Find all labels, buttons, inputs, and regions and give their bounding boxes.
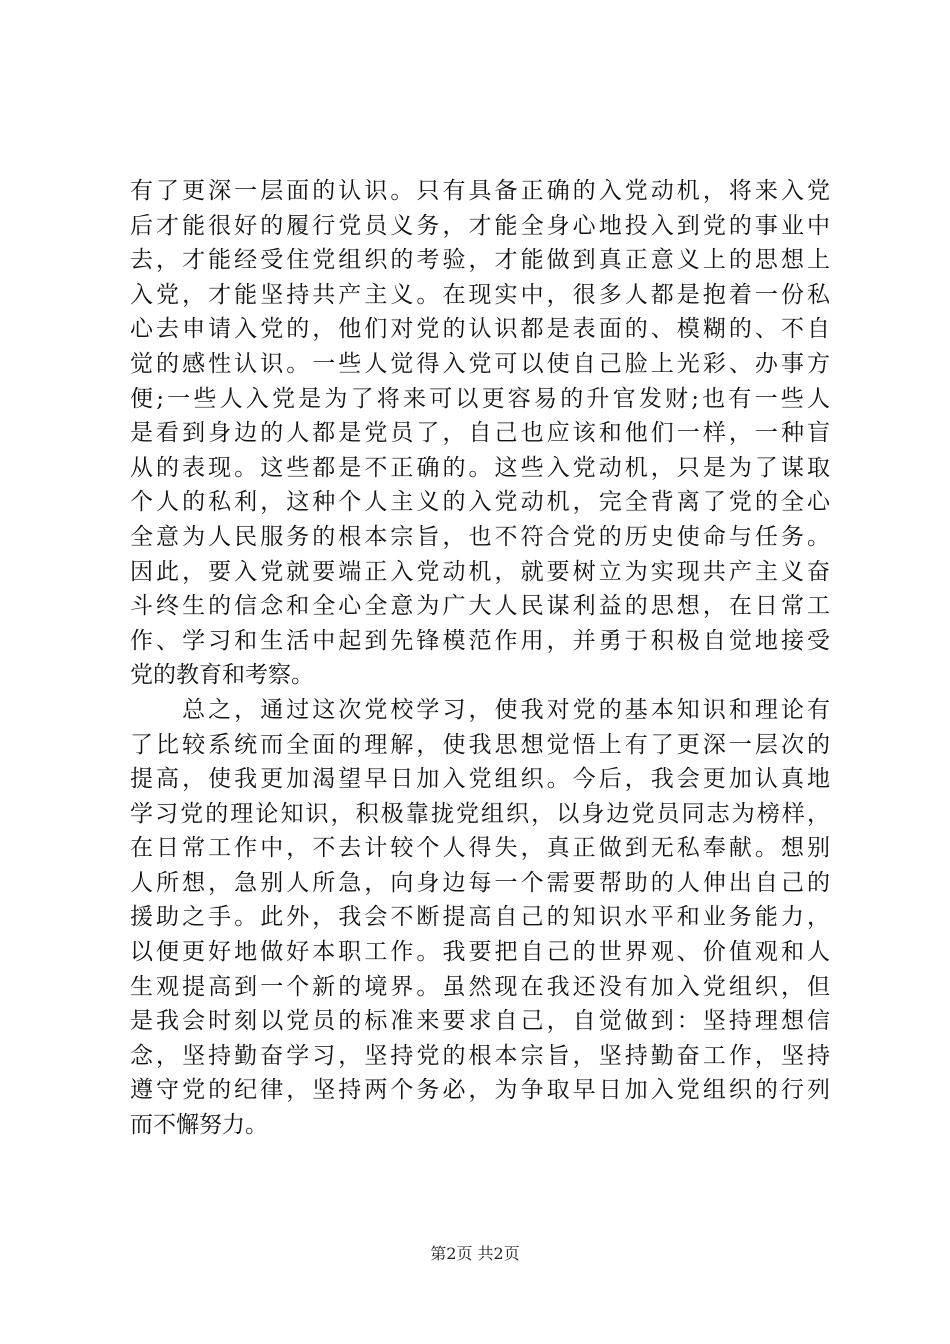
text-line: 人所想，急别人所急，向身边每一个需要帮助的人伸出自己的 [130, 869, 830, 896]
text-line: 学习党的理论知识，积极靠拢党组织，以身边党员同志为榜样， [130, 800, 830, 827]
text-line: 便;一些人入党是为了将来可以更容易的升官发财;也有一些人 [130, 385, 830, 412]
text-line: 念，坚持勤奋学习，坚持党的根本宗旨，坚持勤奋工作，坚持 [130, 1042, 830, 1069]
page-number-label: 第2页 共2页 [430, 1244, 520, 1263]
text-line: 作、学习和生活中起到先锋模范作用，并勇于积极自觉地接受 [130, 627, 830, 654]
text-line: 了比较系统而全面的理解，使我思想觉悟上有了更深一层次的 [130, 731, 830, 758]
page-footer [0, 1244, 950, 1264]
text-line: 以便更好地做好本职工作。我要把自己的世界观、价值观和人 [130, 939, 830, 966]
paragraph-end-line: 党的教育和考察。 [130, 662, 314, 689]
text-line: 因此，要入党就要端正入党动机，就要树立为实现共产主义奋 [130, 558, 830, 585]
text-line: 去，才能经受住党组织的考验，才能做到真正意义上的思想上 [130, 247, 830, 274]
text-line: 心去申请入党的，他们对党的认识都是表面的、模糊的、不自 [130, 316, 830, 343]
text-line: 觉的感性认识。一些人觉得入党可以使自己脸上光彩、办事方 [130, 350, 830, 377]
text-line: 提高，使我更加渴望早日加入党组织。今后，我会更加认真地 [130, 766, 830, 793]
text-line: 生观提高到一个新的境界。虽然现在我还没有加入党组织，但 [130, 973, 830, 1000]
text-line: 入党，才能坚持共产主义。在现实中，很多人都是抱着一份私 [130, 281, 830, 308]
text-line: 援助之手。此外，我会不断提高自己的知识水平和业务能力， [130, 904, 830, 931]
paragraph-first-line: 总之，通过这次党校学习，使我对党的基本知识和理论有 [130, 696, 830, 723]
paragraph-end-line: 而不懈努力。 [130, 1112, 268, 1139]
text-line: 从的表现。这些都是不正确的。这些入党动机，只是为了谋取 [130, 454, 830, 481]
body-text [130, 174, 830, 1143]
text-line: 斗终生的信念和全心全意为广大人民谋利益的思想，在日常工 [130, 593, 830, 620]
text-line: 是我会时刻以党员的标准来要求自己，自觉做到：坚持理想信 [130, 1008, 830, 1035]
text-line: 在日常工作中，不去计较个人得失，真正做到无私奉献。想别 [130, 835, 830, 862]
text-line: 是看到身边的人都是党员了，自己也应该和他们一样，一种盲 [130, 420, 830, 447]
text-line: 个人的私利，这种个人主义的入党动机，完全背离了党的全心 [130, 489, 830, 516]
text-line: 遵守党的纪律，坚持两个务必，为争取早日加入党组织的行列 [130, 1077, 830, 1104]
text-line: 后才能很好的履行党员义务，才能全身心地投入到党的事业中 [130, 212, 830, 239]
text-line: 全意为人民服务的根本宗旨，也不符合党的历史使命与任务。 [130, 523, 830, 550]
text-line: 有了更深一层面的认识。只有具备正确的入党动机，将来入党 [130, 178, 830, 204]
